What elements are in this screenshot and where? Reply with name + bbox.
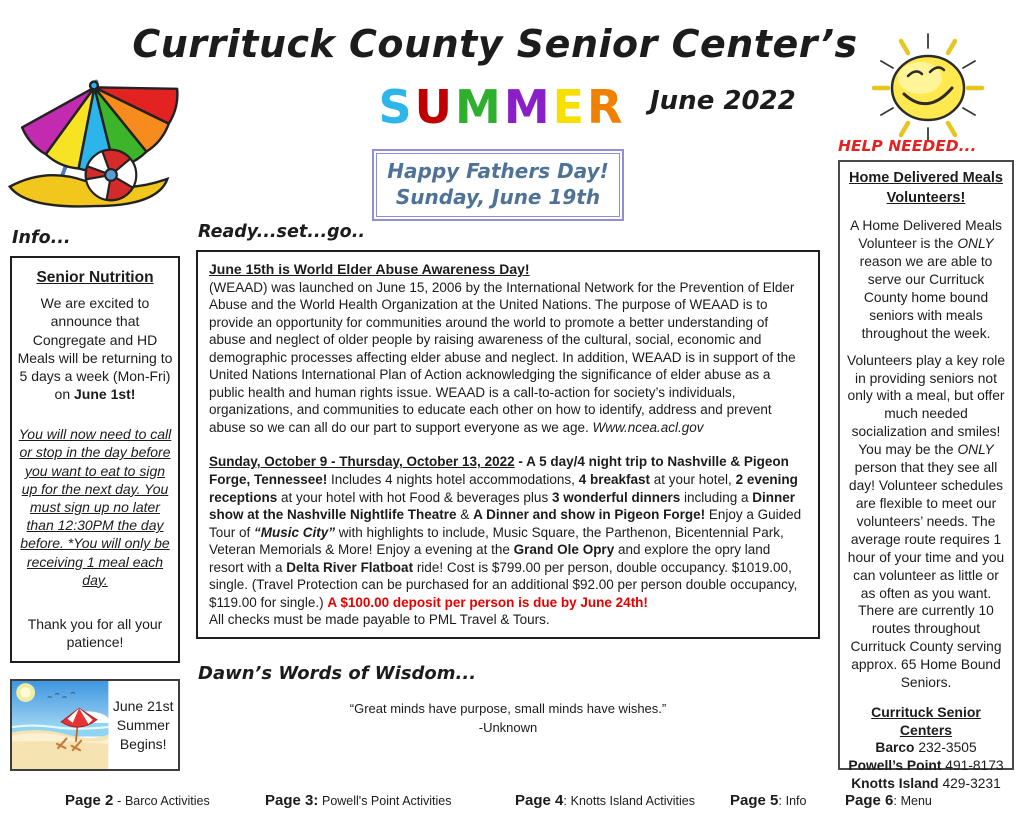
volunteers-p1-emphasis: ONLY — [957, 236, 994, 252]
trip-article — [209, 453, 807, 628]
footer-page-ref-5 — [730, 792, 806, 810]
help-needed-label: HELP NEEDED... — [838, 137, 977, 155]
summer-letter: M — [503, 80, 553, 134]
footer-page-ref-6 — [845, 792, 932, 810]
senior-center-row — [846, 775, 1006, 793]
footer-page-ref-2 — [65, 792, 210, 810]
page-title: Currituck County Senior Center’s — [132, 22, 858, 66]
weaad-title: June 15th is World Elder Abuse Awareness Day! — [209, 261, 530, 277]
ready-set-go-heading: Ready...set...go.. — [198, 222, 365, 242]
page-description: Barco Activities — [124, 794, 210, 808]
text-segment: at your hotel with hot Food & beverages plus — [277, 489, 552, 505]
text-segment: A $100.00 deposit per person is due by June 24th! — [327, 594, 648, 610]
page-label: Page 3: — [265, 792, 319, 809]
volunteers-p2-emphasis: ONLY — [957, 442, 994, 458]
footer-page-ref-4 — [515, 792, 695, 810]
senior-nutrition-box — [10, 256, 180, 663]
page-separator: : — [563, 793, 571, 808]
page-separator: : — [778, 793, 786, 808]
summer-letter: S — [378, 80, 415, 134]
volunteers-p2-text: Volunteers play a key role in providing seniors not only with a meal, but offer much needed socialization and smiles! You may be the — [847, 352, 1005, 458]
nutrition-intro — [17, 294, 173, 403]
center-phone: 429-3231 — [942, 776, 1001, 792]
center-phone: 491-8173 — [945, 758, 1004, 774]
announcements-box — [196, 250, 820, 639]
summer-begins-line2: Summer — [116, 716, 170, 733]
summer-begins-label — [108, 681, 178, 769]
text-segment: Grand Ole Opry — [513, 542, 615, 558]
text-segment: Dinner show at the Nashville Nightlife Theatre — [209, 489, 796, 523]
text-segment: All checks must be made payable to PML Travel & Tours. — [209, 612, 550, 628]
text-segment: with highlights to include, Music Square, the Parthenon, Bicentennial Park, Veteran Memorials & More! Enjoy a evening at the — [209, 524, 784, 558]
page-label: Page 4 — [515, 792, 564, 809]
center-name: Barco — [875, 740, 915, 756]
summer-begins-line3: Begins! — [119, 735, 167, 752]
sun-icon — [860, 32, 1010, 142]
footer-page-ref-3 — [265, 792, 452, 810]
summer-begins-line1: June 21st — [112, 697, 174, 714]
text-segment: 3 wonderful dinners — [551, 489, 681, 505]
volunteers-p1-text: A Home Delivered Meals Volunteer is the — [850, 218, 1002, 252]
text-segment: Delta River Flatboat — [286, 559, 414, 575]
fathers-day-line1: Happy Fathers Day! — [387, 159, 609, 183]
summer-letter: E — [552, 80, 588, 134]
center-name: Knotts Island — [851, 776, 939, 792]
quote-attribution: -Unknown — [478, 719, 538, 735]
volunteers-p2-rest: person that they see all day! Volunteer schedules are flexible to meet our volunteers’ needs. The average route requires 1 hour of your time and you can volunteer as little or as often as you want. There are currently 10 routes throughout Currituck County serving approx. 65 Home Bound Seniors. — [847, 460, 1005, 691]
text-segment: A Dinner and show in Pigeon Forge! — [473, 507, 706, 523]
nutrition-start-date: June 1st! — [74, 386, 136, 403]
words-of-wisdom-heading: Dawn’s Words of Wisdom... — [198, 662, 477, 684]
info-column — [10, 228, 180, 771]
text-segment: “Music City” — [254, 524, 336, 540]
fathers-day-line2: Sunday, June 19th — [395, 185, 601, 209]
senior-nutrition-title: Senior Nutrition — [36, 269, 154, 286]
text-segment: A 5 day/4 night trip to Nashville & Pigeon Forge, Tennessee! — [209, 454, 789, 488]
senior-center-row — [846, 757, 1006, 775]
center-name: Powell’s Point — [848, 758, 942, 774]
info-heading: Info... — [12, 228, 71, 248]
volunteers-box — [838, 160, 1014, 792]
beach-umbrella-icon — [2, 56, 182, 218]
nutrition-signup-notice: You will now need to call or stop in the day before you want to eat to sign up for the next day. You must sign up no later than 12:30PM the day before. *You will only be receiving 1 meal each day. — [18, 426, 172, 588]
weaad-body: (WEAAD) was launched on June 15, 2006 by the International Network for the Prevention of Elder Abuse and the World Health Organization at the United Nations. The purpose of WEAAD is to provide an opportunity for communities around the world to promote a better understanding of abuse and neglect of older people by raising awareness of the cultural, social, economic and demographic processes affecting elder abuse and neglect. In addition, WEAAD is in support of the United Nations International Plan of Action acknowledging the significance of elder abuse as a public health and human rights issue. WEAAD is a call-to-action for society’s individuals, organizations, and communities to educate each other on how to identify, address and prevent abuse so we can all do our part to support everyone as we age. — [209, 279, 796, 435]
volunteers-title: Home Delivered Meals Volunteers! — [849, 170, 1003, 206]
nutrition-intro-text: We are excited to announce that Congregate and HD Meals will be returning to 5 days a week (Mon-Fri) on — [17, 295, 173, 403]
page-separator: - — [113, 793, 125, 808]
main-column — [196, 222, 820, 738]
text-segment: - — [514, 454, 527, 470]
text-segment: Sunday, October 9 - Thursday, October 13, 2022 — [209, 454, 515, 470]
page-description: Powell's Point Activities — [321, 794, 452, 808]
text-segment: and explore the opry land resort with a — [209, 542, 771, 575]
center-phone: 232-3505 — [918, 740, 977, 756]
summer-begins-box — [10, 679, 180, 771]
nutrition-thanks: Thank you for all your patience! — [27, 615, 163, 651]
weaad-article — [209, 260, 807, 436]
volunteers-p1-rest: reason we are able to serve our Currituck County home bound seniors with meals throughout the week. — [859, 253, 993, 341]
quote-block — [196, 700, 820, 738]
page-label: Page 2 — [65, 792, 114, 809]
text-segment: 2 evening receptions — [209, 472, 798, 505]
beach-scene-icon — [12, 681, 108, 769]
volunteers-paragraph-1 — [846, 217, 1006, 342]
page-label: Page 6 — [845, 792, 894, 809]
quote-text: “Great minds have purpose, small minds have wishes.” — [349, 700, 667, 716]
issue-date: June 2022 — [650, 86, 796, 116]
text-segment: 4 breakfast — [578, 472, 650, 488]
text-segment: Includes 4 nights hotel accommodations, — [327, 472, 579, 488]
senior-center-row — [846, 739, 1006, 757]
page-separator: : — [893, 793, 901, 808]
page-description: Info — [785, 794, 807, 808]
volunteers-column — [838, 137, 1014, 792]
text-segment: at your hotel, — [650, 472, 736, 488]
fathers-day-box — [372, 149, 624, 221]
text-segment: Enjoy a Guided Tour of — [209, 507, 802, 540]
senior-centers-title: Currituck Senior Centers — [871, 704, 981, 739]
text-segment: ride! Cost is $799.00 per person, double occupancy. $1019.00, single. (Travel Protection can be purchased for an additional $92.00 per person double occupancy, $119.00 for single.) — [209, 559, 798, 610]
page-description: Menu — [900, 794, 932, 808]
page-label: Page 5 — [730, 792, 779, 809]
text-segment: & — [456, 507, 474, 523]
text-segment: including a — [680, 489, 753, 505]
summer-letter: M — [455, 80, 504, 134]
page-description: Knotts Island Activities — [570, 794, 695, 808]
weaad-link: Www.ncea.acl.gov — [592, 419, 704, 435]
summer-letter: U — [414, 80, 456, 134]
volunteers-paragraph-2 — [846, 352, 1006, 693]
summer-letter: R — [587, 80, 626, 134]
